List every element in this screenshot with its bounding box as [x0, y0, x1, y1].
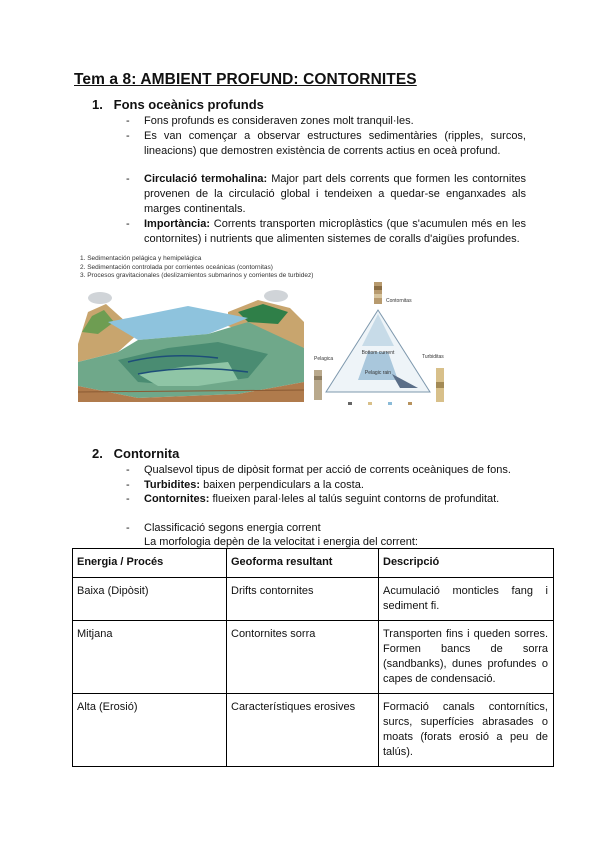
section-2-note: La morfologia depèn de la velocitat i energia del corrent: — [144, 536, 418, 548]
list-item: - Importància: Corrents transporten microplàstics (que s'acumulen més en les contornites) i nutrients que alimenten sistemes de coralls d'aigües profundes. — [126, 218, 526, 245]
bullet-text: Qualsevol tipus de dipòsit format per acció de corrents oceàniques de fons. — [144, 464, 511, 476]
triangle-right-label: Turbiditas — [422, 354, 444, 360]
bullet-bold: Circulació termohalina: — [144, 173, 268, 185]
list-item: - Circulació termohalina: Major part dels corrents que formen les contornites provenen de la circulació global i tendeixen a quedar-se enganxades als marges continentals. — [126, 173, 526, 215]
table-cell: Alta (Erosió) — [73, 694, 227, 767]
table-cell: Característiques erosives — [227, 694, 379, 767]
bullet-text: Corrents transporten microplàstics (que s'acumulen més en les contornites) i nutrients que alimenten sistemes de coralls d'aigües profundes. — [144, 218, 526, 245]
triangle-top-label: Contornitas — [386, 298, 412, 304]
table-row — [73, 694, 554, 767]
list-item: - Classificació segons energia corrent — [126, 522, 321, 534]
page-title: Tem a 8: AMBIENT PROFUND: CONTORNITES — [74, 71, 417, 88]
legend-item: 2. Sedimentación controlada por corrientes oceánicas (contornitas) — [80, 263, 273, 271]
bullet-bold: Turbidites: — [144, 479, 201, 491]
triangle-left-label: Pelagica — [314, 356, 334, 362]
section-2-number: 2. — [92, 446, 103, 461]
legend-item: 3. Procesos gravitacionales (deslizamientos submarinos y corrientes de turbidez) — [80, 272, 314, 279]
section-1-number: 1. — [92, 97, 103, 112]
table-cell: Baixa (Dipòsit) — [73, 578, 227, 621]
bullet-text: Es van començar a observar estructures sedimentàries (ripples, surcos, lineacions) que demostren existència de corrents actius en oceà profund. — [144, 130, 526, 157]
table-header: Energia / Procés — [73, 549, 227, 578]
table-cell: Contornites sorra — [227, 621, 379, 694]
ocean-floor-diagram — [78, 282, 528, 417]
section-1-heading — [92, 97, 264, 112]
bullet-text: Fons profunds es consideraven zones molt tranquil·les. — [144, 115, 414, 127]
table-row — [73, 621, 554, 694]
table-header: Geoforma resultant — [227, 549, 379, 578]
section-2-title: Contornita — [113, 446, 180, 461]
table-cell: Acumulació monticles fang i sediment fi. — [379, 578, 554, 621]
list-item: - Contornites: flueixen paral·leles al talús seguint contorns de profunditat. — [126, 493, 500, 505]
bullet-bold: Importància: — [144, 218, 211, 230]
table-cell: Transporten fins i queden sorres. Formen bancs de sorra (sandbanks), dunes profundes o capes de condensació. — [379, 621, 554, 694]
triangle-lower-label: Pelagic rain — [364, 370, 392, 376]
table-cell: Formació canals contornítics, surcs, superfícies abrasades o moats (forats erosió a peu de talús). — [379, 694, 554, 767]
list-item: - Fons profunds es consideraven zones molt tranquil·les. — [126, 115, 414, 127]
section-1-title: Fons oceànics profunds — [113, 97, 264, 112]
bullet-bold: Contornites: — [144, 493, 210, 505]
legend-item: 1. Sedimentación pelágica y hemipelágica — [80, 255, 202, 262]
bullet-text: flueixen paral·leles al talús seguint contorns de profunditat. — [209, 493, 500, 505]
triangle-center-label: Bottom current — [361, 350, 395, 356]
bullet-text: Major part dels corrents que formen les contornites provenen de la circulació global i tendeixen a quedar-se enganxades als marges continentals. — [144, 173, 526, 215]
table-row — [73, 578, 554, 621]
energy-table — [72, 548, 554, 767]
contourite-triangle — [314, 282, 444, 405]
table-header-row — [73, 549, 554, 578]
section-2-heading — [92, 446, 179, 461]
bullet-text: baixen perpendiculars a la costa. — [200, 479, 364, 491]
list-item: - Qualsevol tipus de dipòsit format per acció de corrents oceàniques de fons. — [126, 464, 511, 476]
table-cell: Drifts contornites — [227, 578, 379, 621]
block-diagram — [78, 282, 304, 402]
figure-legend — [80, 255, 313, 281]
bullet-text: Classificació segons energia corrent — [144, 522, 321, 534]
table-header: Descripció — [379, 549, 554, 578]
list-item: - Es van començar a observar estructures sedimentàries (ripples, surcos, lineacions) que demostren existència de corrents actius en oceà profund. — [126, 130, 526, 157]
table-cell: Mitjana — [73, 621, 227, 694]
list-item: - Turbidites: baixen perpendiculars a la costa. — [126, 479, 364, 491]
